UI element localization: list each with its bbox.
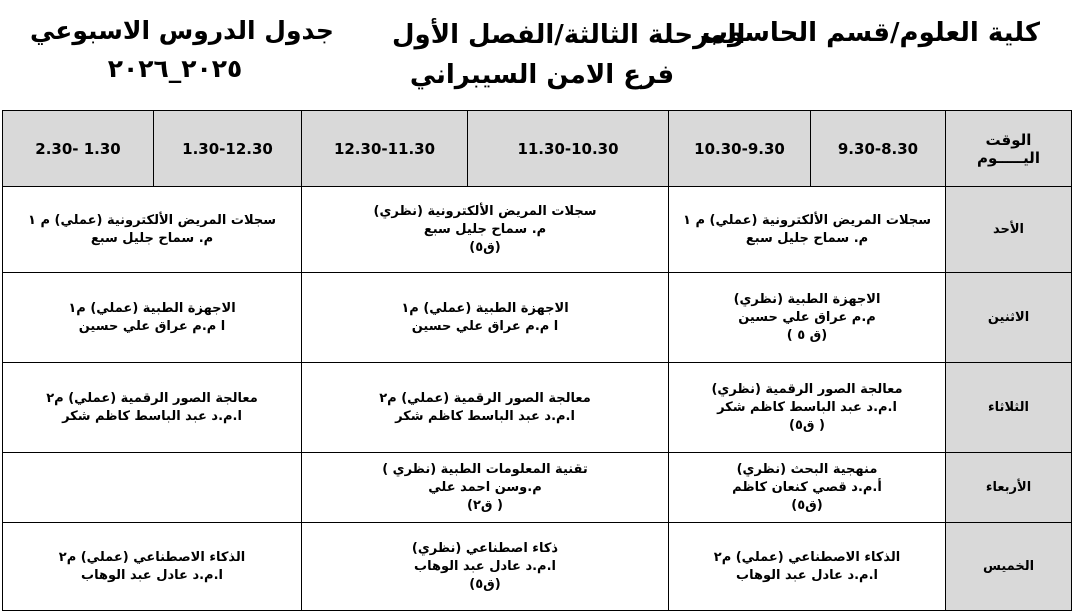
day-row	[3, 187, 1072, 273]
course-name: الذكاء الاصطناعي (عملي) م٢	[58, 549, 246, 565]
course-name: ذكاء اصطناعي (نظري)	[411, 540, 559, 556]
instructor-name: م. سماح جليل سبع	[745, 230, 869, 246]
room-label: ( ق٢)	[467, 497, 503, 513]
course-name: سجلات المريض الألكترونية (عملي) م ١	[28, 212, 276, 228]
corner-cell	[946, 111, 1072, 187]
corner-time-label: الوقت	[985, 130, 1032, 149]
instructor-name: ا.م.د عادل عبد الوهاب	[414, 558, 556, 574]
lesson-cell	[669, 523, 946, 611]
course-name: الاجهزة الطبية (عملي) م١	[68, 300, 236, 316]
time-slot-header: 9.30-8.30	[811, 111, 946, 187]
lesson-cell	[669, 187, 946, 273]
instructor-name: ا م.م عراق علي حسين	[411, 318, 559, 334]
schedule-title: جدول الدروس الاسبوعي	[30, 16, 334, 45]
course-name: الذكاء الاصطناعي (عملي) م٢	[713, 549, 901, 565]
lesson-cell	[3, 273, 302, 363]
day-row	[3, 363, 1072, 453]
course-name: منهجية البحث (نظري)	[736, 461, 878, 477]
lesson-cell	[302, 363, 669, 453]
schedule-year: ٢٠٢٥_٢٠٢٦	[107, 54, 243, 83]
lesson-cell	[302, 523, 669, 611]
time-slot-header: 12.30-11.30	[302, 111, 468, 187]
day-label: الأحد	[946, 187, 1072, 273]
course-name: سجلات المريض الألكترونية (عملي) م ١	[683, 212, 931, 228]
corner-day-label: اليـــــوم	[977, 148, 1040, 167]
instructor-name: ا.م.د عادل عبد الوهاب	[81, 567, 223, 583]
course-name: معالجة الصور الرقمية (عملي) م٢	[379, 390, 591, 406]
room-label: ( ق٥)	[789, 417, 825, 433]
instructor-name: ا.م.د عبد الباسط كاظم شكر	[717, 399, 897, 415]
branch-line: فرع الامن السيبراني	[409, 60, 675, 90]
lesson-cell	[3, 523, 302, 611]
instructor-name: ا.م.د عبد الباسط كاظم شكر	[62, 408, 242, 424]
lesson-cell	[669, 363, 946, 453]
time-header-row	[3, 111, 1072, 187]
instructor-name: م. سماح جليل سبع	[90, 230, 214, 246]
room-label: (ق٥)	[791, 497, 823, 513]
lesson-cell	[3, 363, 302, 453]
lesson-cell	[302, 273, 669, 363]
instructor-name: ا.م.د عبد الباسط كاظم شكر	[395, 408, 575, 424]
college-department-title: كلية العلوم/قسم الحاسوب	[701, 18, 1040, 48]
time-slot-header: 11.30-10.30	[468, 111, 669, 187]
instructor-name: أ.م.د قصي كنعان كاظم	[732, 479, 882, 495]
lesson-cell	[669, 273, 946, 363]
course-name: معالجة الصور الرقمية (عملي) م٢	[46, 390, 258, 406]
instructor-name: م. سماح جليل سبع	[423, 221, 547, 237]
day-row	[3, 523, 1072, 611]
day-label: الاثنين	[946, 273, 1072, 363]
day-label: الخميس	[946, 523, 1072, 611]
lesson-cell	[669, 453, 946, 523]
instructor-name: م.وسن احمد علي	[428, 479, 542, 495]
course-name: تقنية المعلومات الطبية (نظري )	[382, 461, 588, 477]
course-name: الاجهزة الطبية (عملي) م١	[401, 300, 569, 316]
course-name: الاجهزة الطبية (نظري)	[733, 291, 881, 307]
time-slot-header: 1.30-12.30	[154, 111, 302, 187]
day-row	[3, 453, 1072, 523]
instructor-name: ا.م.د عادل عبد الوهاب	[736, 567, 878, 583]
lesson-cell	[302, 187, 669, 273]
course-name: سجلات المريض الألكترونية (نظري)	[373, 203, 597, 219]
day-label: الأربعاء	[946, 453, 1072, 523]
day-row	[3, 273, 1072, 363]
lesson-cell	[302, 453, 669, 523]
room-label: (ق٥)	[469, 576, 501, 592]
instructor-name: م.م عراق علي حسين	[738, 309, 876, 325]
room-label: (ق ٥ )	[786, 327, 828, 343]
room-label: (ق٥)	[469, 239, 501, 255]
schedule-heading	[30, 12, 334, 88]
course-name: معالجة الصور الرقمية (نظري)	[711, 381, 903, 397]
instructor-name: ا م.م عراق علي حسين	[78, 318, 226, 334]
stage-semester-line: المرحلة الثالثة/الفصل الأول	[392, 20, 746, 50]
weekly-schedule-table	[2, 110, 1072, 611]
lesson-cell	[3, 453, 302, 523]
time-slot-header: 10.30-9.30	[669, 111, 811, 187]
time-slot-header: 2.30- 1.30	[3, 111, 154, 187]
lesson-cell	[3, 187, 302, 273]
day-label: الثلاثاء	[946, 363, 1072, 453]
